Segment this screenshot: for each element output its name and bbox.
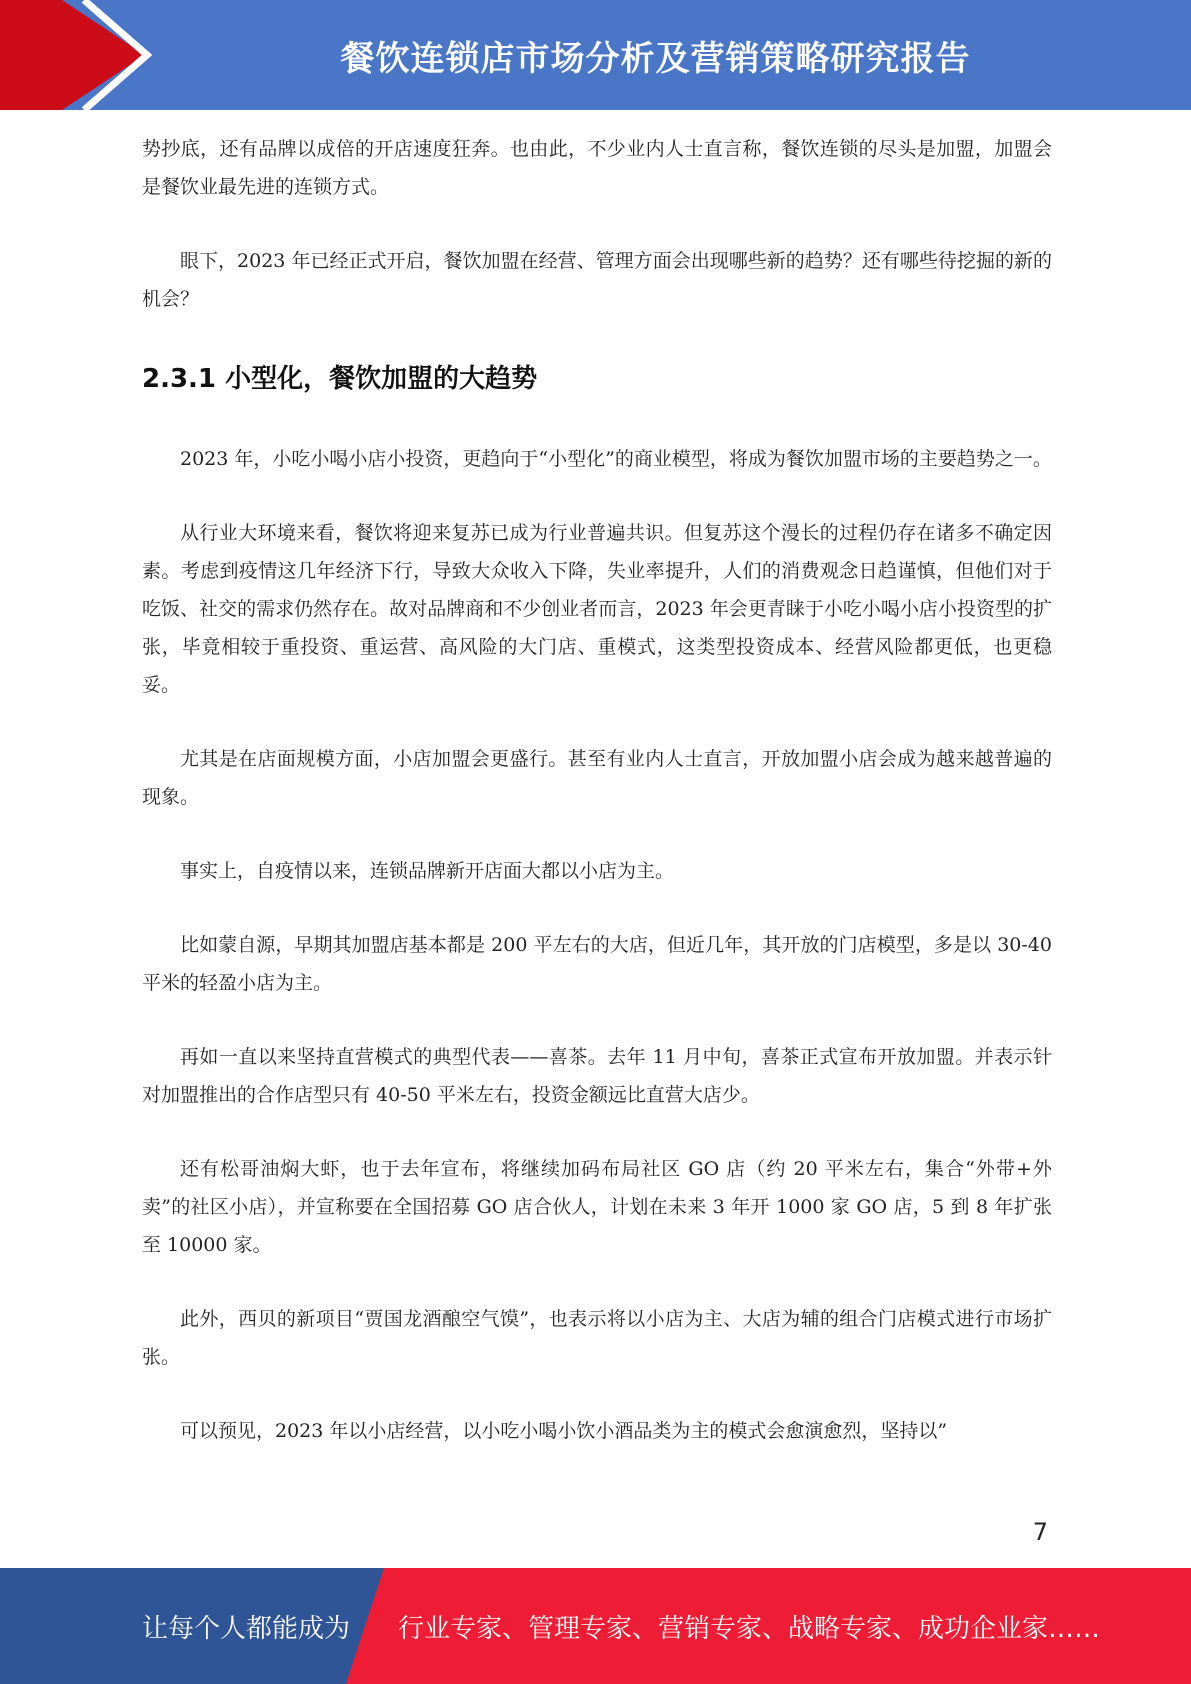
paragraph: 尤其是在店面规模方面，小店加盟会更盛行。甚至有业内人士直言，开放加盟小店会成为越来越普遍的现象。 bbox=[142, 748, 1052, 808]
paragraph: 可以预见，2023 年以小店经营，以小吃小喝小饮小酒品类为主的模式会愈演愈烈，坚持以” bbox=[180, 1420, 948, 1442]
footer-slogan-left: 让每个人都能成为 bbox=[142, 1613, 351, 1644]
paragraph: 势抄底，还有品牌以成倍的开店速度狂奔。也由此，不少业内人士直言称，餐饮连锁的尽头是加盟，加盟会是餐饮业最先进的连锁方式。 bbox=[142, 138, 1052, 198]
document-body bbox=[142, 130, 1052, 1486]
paragraph: 事实上，自疫情以来，连锁品牌新开店面大都以小店为主。 bbox=[180, 860, 675, 882]
paragraph: 从行业大环境来看，餐饮将迎来复苏已成为行业普遍共识。但复苏这个漫长的过程仍存在诸多不确定因素。考虑到疫情这几年经济下行，导致大众收入下降，失业率提升，人们的消费观念日趋谨慎，但他们对于吃饭、社交的需求仍然存在。故对品牌商和不少创业者而言，2023 年会更青睐于小吃小喝小店小投资型的扩张，毕竟相较于重投资、重运营、高风险的大门店、重模式，这类型投资成本、经营风险都更低，也更稳妥。 bbox=[142, 522, 1052, 696]
page-number: 7 bbox=[1032, 1518, 1048, 1546]
section-heading: 2.3.1 小型化，餐饮加盟的大趋势 bbox=[142, 364, 538, 394]
paragraph: 比如蒙自源，早期其加盟店基本都是 200 平左右的大店，但近几年，其开放的门店模型，多是以 30-40 平米的轻盈小店为主。 bbox=[142, 934, 1052, 994]
paragraph: 2023 年，小吃小喝小店小投资，更趋向于“小型化”的商业模型，将成为餐饮加盟市场的主要趋势之一。 bbox=[180, 448, 1052, 470]
page-header bbox=[0, 0, 1191, 110]
paragraph: 还有松哥油焖大虾，也于去年宣布，将继续加码布局社区 GO 店（约 20 平米左右，集合“外带+外卖”的社区小店），并宣称要在全国招募 GO 店合伙人，计划在未来 3 年开 1000 家 GO 店，5 到 8 年扩张至 10000 家。 bbox=[142, 1158, 1052, 1256]
paragraph: 再如一直以来坚持直营模式的典型代表——喜茶。去年 11 月中旬，喜茶正式宣布开放加盟。并表示针对加盟推出的合作店型只有 40-50 平米左右，投资金额远比直营大店少。 bbox=[142, 1046, 1052, 1106]
page-footer bbox=[0, 1568, 1191, 1684]
paragraph: 眼下，2023 年已经正式开启，餐饮加盟在经营、管理方面会出现哪些新的趋势？还有哪些待挖掘的新的机会？ bbox=[142, 250, 1052, 310]
footer-slogan-right: 行业专家、管理专家、营销专家、战略专家、成功企业家…… bbox=[398, 1613, 1101, 1644]
report-title: 餐饮连锁店市场分析及营销策略研究报告 bbox=[340, 38, 971, 79]
paragraph: 此外，西贝的新项目“贾国龙酒酿空气馍”，也表示将以小店为主、大店为辅的组合门店模式进行市场扩张。 bbox=[142, 1308, 1052, 1368]
